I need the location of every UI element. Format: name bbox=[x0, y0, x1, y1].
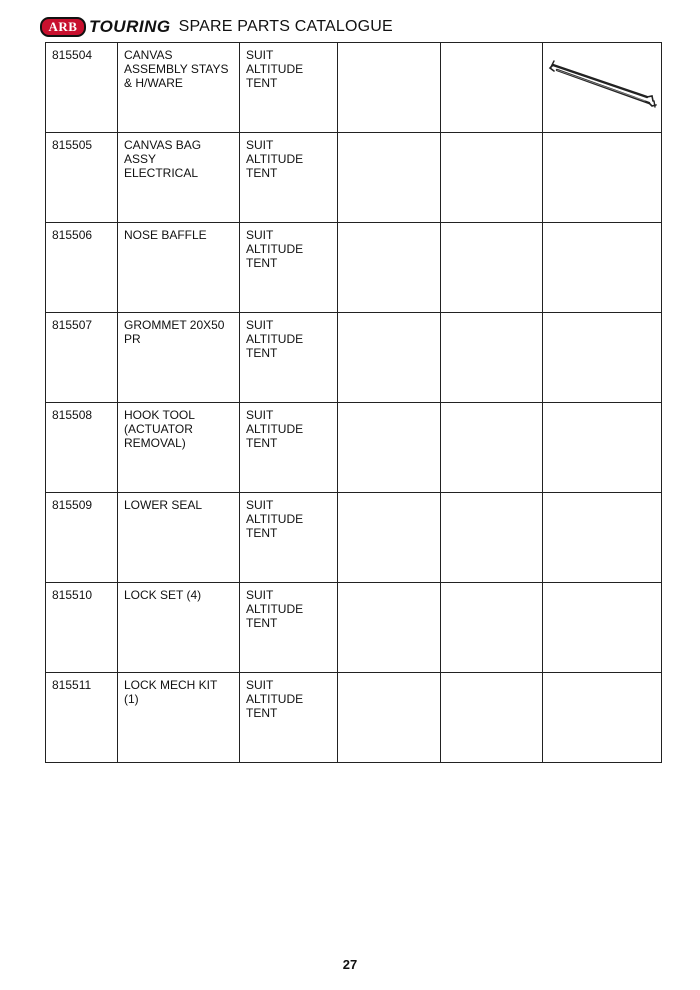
table-row bbox=[46, 313, 662, 403]
part-description: CANVAS ASSEMBLY STAYS & H/WARE bbox=[118, 43, 240, 133]
empty-cell bbox=[338, 313, 441, 403]
part-description: CANVAS BAG ASSY ELECTRICAL bbox=[118, 133, 240, 223]
table-row bbox=[46, 403, 662, 493]
touring-logo: TOURING bbox=[89, 17, 171, 36]
part-description: LOCK SET (4) bbox=[118, 583, 240, 673]
empty-image-cell bbox=[543, 493, 662, 583]
empty-cell bbox=[441, 583, 543, 673]
empty-cell bbox=[441, 43, 543, 133]
empty-cell bbox=[441, 403, 543, 493]
part-description: GROMMET 20X50 PR bbox=[118, 313, 240, 403]
part-number: 815508 bbox=[46, 403, 118, 493]
catalogue-header bbox=[40, 15, 393, 39]
empty-cell bbox=[338, 493, 441, 583]
page-title: SPARE PARTS CATALOGUE bbox=[178, 18, 393, 35]
part-description: LOCK MECH KIT (1) bbox=[118, 673, 240, 763]
empty-cell bbox=[338, 133, 441, 223]
empty-cell bbox=[441, 223, 543, 313]
empty-image-cell bbox=[543, 133, 662, 223]
part-suitability: SUIT ALTITUDE TENT bbox=[240, 403, 338, 493]
table-row bbox=[46, 583, 662, 673]
empty-cell bbox=[338, 403, 441, 493]
empty-image-cell bbox=[543, 223, 662, 313]
empty-image-cell bbox=[543, 673, 662, 763]
part-suitability: SUIT ALTITUDE TENT bbox=[240, 223, 338, 313]
table-row bbox=[46, 493, 662, 583]
part-number: 815506 bbox=[46, 223, 118, 313]
empty-image-cell bbox=[543, 583, 662, 673]
empty-cell bbox=[441, 313, 543, 403]
empty-cell bbox=[338, 223, 441, 313]
part-suitability: SUIT ALTITUDE TENT bbox=[240, 583, 338, 673]
part-description: NOSE BAFFLE bbox=[118, 223, 240, 313]
empty-image-cell bbox=[543, 403, 662, 493]
part-number: 815505 bbox=[46, 133, 118, 223]
empty-cell bbox=[441, 133, 543, 223]
canvas-stays-image bbox=[543, 43, 662, 133]
part-description: HOOK TOOL (ACTUATOR REMOVAL) bbox=[118, 403, 240, 493]
part-description: LOWER SEAL bbox=[118, 493, 240, 583]
table-row bbox=[46, 223, 662, 313]
part-suitability: SUIT ALTITUDE TENT bbox=[240, 133, 338, 223]
table-row bbox=[46, 43, 662, 133]
part-suitability: SUIT ALTITUDE TENT bbox=[240, 493, 338, 583]
arb-logo: ARB bbox=[40, 17, 86, 37]
part-number: 815511 bbox=[46, 673, 118, 763]
part-suitability: SUIT ALTITUDE TENT bbox=[240, 313, 338, 403]
empty-cell bbox=[441, 673, 543, 763]
empty-cell bbox=[441, 493, 543, 583]
empty-cell bbox=[338, 583, 441, 673]
part-image-cell bbox=[543, 43, 662, 133]
empty-image-cell bbox=[543, 313, 662, 403]
table-row bbox=[46, 673, 662, 763]
part-number: 815510 bbox=[46, 583, 118, 673]
empty-cell bbox=[338, 43, 441, 133]
empty-cell bbox=[338, 673, 441, 763]
part-suitability: SUIT ALTITUDE TENT bbox=[240, 43, 338, 133]
part-number: 815507 bbox=[46, 313, 118, 403]
parts-table bbox=[45, 42, 662, 763]
part-number: 815509 bbox=[46, 493, 118, 583]
page-number: 27 bbox=[342, 957, 358, 972]
part-number: 815504 bbox=[46, 43, 118, 133]
part-suitability: SUIT ALTITUDE TENT bbox=[240, 673, 338, 763]
table-row bbox=[46, 133, 662, 223]
